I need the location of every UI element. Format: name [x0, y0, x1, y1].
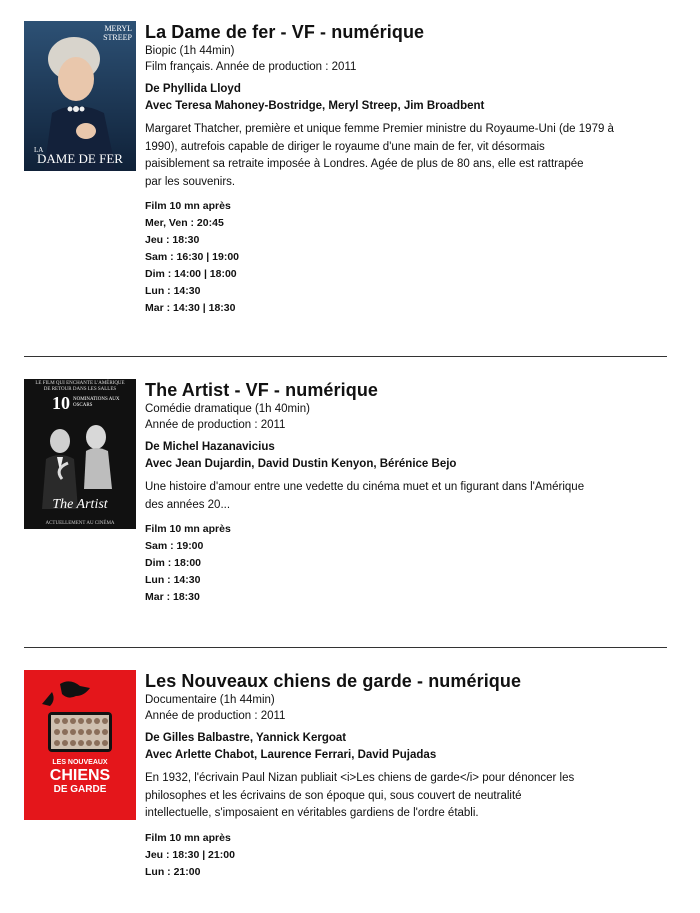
film-director: De Michel Hazanavicius	[145, 441, 275, 453]
showtimes	[145, 830, 690, 881]
film-info	[145, 21, 690, 317]
showtime-row: Dim : 14:00 | 18:00	[145, 268, 237, 280]
synopsis-line: Margaret Thatcher, première et unique femme Premier ministre du Royaume-Uni (de 1979 à	[145, 123, 614, 135]
poster-logo-line-3: DE GARDE	[53, 784, 107, 795]
synopsis-line: 1990), autrefois capable de diriger le royaume d'une main de fer, vit désormais	[145, 140, 545, 153]
film-genre: Documentaire (1h 44min)	[145, 694, 275, 706]
synopsis-line: philosophes et les écrivains de son époque qui, sous couvert de neutralité	[145, 789, 522, 802]
showtime-row: Sam : 19:00	[145, 540, 204, 552]
film-cast: Avec Arlette Chabot, Laurence Ferrari, David Pujadas	[145, 749, 437, 761]
synopsis-line: En 1932, l'écrivain Paul Nizan publiait <i>Les chiens de garde</i> pour dénoncer les	[145, 772, 575, 784]
showtimes-note: Film 10 mn après	[145, 200, 231, 212]
showtime-row: Mar : 14:30 | 18:30	[145, 302, 236, 314]
poster-actor-last: STREEP	[103, 33, 132, 42]
synopsis-line: des années 20...	[145, 498, 231, 511]
poster-tagline	[24, 381, 136, 393]
divider	[24, 356, 667, 357]
movie-poster[interactable]	[24, 21, 136, 171]
film-production: Film français. Année de production : 2011	[145, 61, 357, 73]
film-genre: Comédie dramatique (1h 40min)	[145, 403, 310, 415]
showtime-row: Jeu : 18:30	[145, 234, 200, 246]
poster-logo-text: DAME DE FER	[37, 151, 123, 166]
showtime-row: Lun : 14:30	[145, 574, 201, 586]
film-director: De Gilles Balbastre, Yannick Kergoat	[145, 732, 347, 744]
poster-logo: The Artist	[52, 497, 108, 512]
showtime-row: Dim : 18:00	[145, 557, 202, 569]
film-credits	[145, 81, 690, 115]
poster-tagline-2: DE RETOUR DANS LES SALLES	[43, 387, 117, 392]
synopsis-line: paisiblement sa retraite imposée à Londres. Agée de plus de 80 ans, elle est rattrapée	[145, 158, 584, 170]
poster-image	[24, 670, 136, 820]
film-production: Année de production : 2011	[145, 419, 286, 431]
poster-nominations-text: NOMINATIONS AUX OSCARS	[73, 397, 120, 408]
showtime-row: Mar : 18:30	[145, 591, 200, 603]
film-cast: Avec Teresa Mahoney-Bostridge, Meryl Streep, Jim Broadbent	[145, 100, 485, 112]
film-title[interactable]: The Artist - VF - numérique	[145, 380, 379, 400]
poster-big-number: 10	[52, 393, 70, 413]
poster-logo-prefix: LA	[34, 146, 44, 154]
film-synopsis	[145, 770, 690, 823]
film-entry	[24, 670, 684, 900]
movie-poster[interactable]	[24, 670, 136, 820]
poster-tagline-1: LE FILM QUI ENCHANTE L'AMÉRIQUE	[35, 381, 125, 386]
showtime-row: Lun : 21:00	[145, 865, 201, 878]
film-synopsis	[145, 121, 690, 191]
poster-nominations	[52, 394, 121, 412]
film-title[interactable]: Les Nouveaux chiens de garde - numérique	[145, 671, 522, 691]
poster-logo-line-2: CHIENS	[49, 767, 111, 784]
showtime-row: Sam : 16:30 | 19:00	[145, 251, 239, 263]
film-entry	[24, 379, 684, 619]
movie-poster[interactable]	[24, 379, 136, 529]
poster-logo	[24, 146, 136, 166]
film-credits	[145, 730, 690, 764]
film-title[interactable]: La Dame de fer - VF - numérique	[145, 22, 425, 42]
film-genre: Biopic (1h 44min)	[145, 45, 235, 57]
showtimes-note: Film 10 mn après	[145, 831, 231, 844]
film-info	[145, 670, 690, 881]
film-director: De Phyllida Lloyd	[145, 83, 241, 95]
film-entry	[24, 21, 684, 321]
showtime-row: Lun : 14:30	[145, 285, 201, 297]
film-info	[145, 379, 690, 606]
showtime-row: Mer, Ven : 20:45	[145, 217, 224, 229]
showtimes-note: Film 10 mn après	[145, 523, 231, 535]
divider	[24, 647, 667, 648]
showtimes	[145, 521, 690, 606]
poster-actor-first: MERYL	[104, 24, 132, 33]
film-cast: Avec Jean Dujardin, David Dustin Kenyon, Bérénice Bejo	[145, 458, 457, 470]
poster-footer: ACTUELLEMENT AU CINÉMA	[45, 521, 115, 526]
poster-logo	[24, 758, 136, 795]
film-credits	[145, 439, 690, 473]
showtimes	[145, 198, 690, 317]
poster-top-text	[103, 24, 132, 42]
showtime-row: Jeu : 18:30 | 21:00	[145, 848, 235, 861]
poster-logo-line-1: LES NOUVEAUX	[52, 759, 108, 766]
film-synopsis	[145, 479, 690, 514]
synopsis-line: par les souvenirs.	[145, 175, 236, 188]
synopsis-line: Une histoire d'amour entre une vedette du cinéma muet et un figurant dans l'Amérique	[145, 481, 585, 493]
synopsis-line: intellectuelle, s'imposaient en véritables gardiens de l'ordre établi.	[145, 807, 479, 819]
film-production: Année de production : 2011	[145, 710, 286, 722]
